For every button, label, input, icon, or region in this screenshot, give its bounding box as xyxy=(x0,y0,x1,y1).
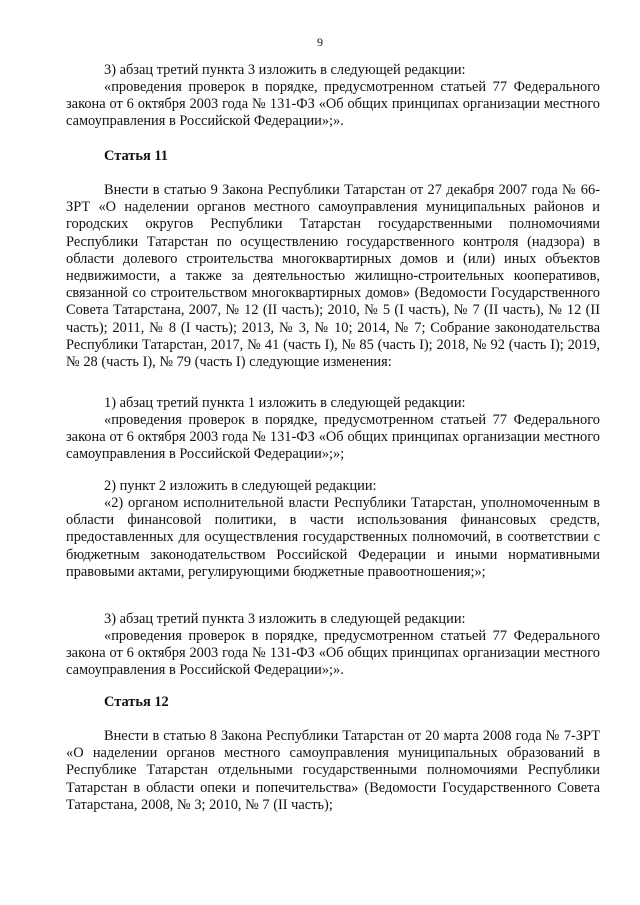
paragraph-text: «проведения проверок в порядке, предусмотренном статьей 77 Федерального закона от 6 октября 2003 года № 131-ФЗ «Об общих принципах организации местного самоуправления в Российской Федерации»;». xyxy=(66,79,600,130)
paragraph-1 xyxy=(66,62,600,79)
paragraph-4 xyxy=(66,395,600,412)
paragraph-text: Внести в статью 8 Закона Республики Татарстан от 20 марта 2008 года № 7-ЗРТ «О наделении органов местного самоуправления муниципальных образований в Республике Татарстан отдельными государственными полномочиями Республики Татарстан в области опеки и попечительства» (Ведомости Государственного Совета Татарстана, 2008, № 3; 2010, № 7 (II часть); xyxy=(66,728,600,813)
paragraph-text: «2) органом исполнительной власти Республики Татарстан, уполномоченным в области финансовой политики, в части использования финансовых средств, предоставленных для осуществления государственных полномочий, в соответствии с бюджетным законодательством Российской Федерации и иными нормативными правовыми актами, регулирующими бюджетные правоотношения;»; xyxy=(66,495,600,580)
article-12-heading xyxy=(66,694,600,711)
article-11-heading xyxy=(66,148,600,165)
paragraph-5 xyxy=(66,412,600,464)
paragraph-6 xyxy=(66,478,600,495)
heading-text: Статья 11 xyxy=(104,148,168,164)
paragraph-text: Внести в статью 9 Закона Республики Татарстан от 27 декабря 2007 года № 66-ЗРТ «О наделении органов местного самоуправления муниципальных районов и городских округов Республики Татарстан государственными полномочиями Республики Татарстан по осуществлению государственного контроля (надзора) в области долевого строительства многоквартирных домов и (или) иных объектов недвижимости, а также за деятельностью жилищно-строительных кооперативов, связанной со строительством многоквартирных домов» (Ведомости Государственного Совета Татарстана, 2007, № 12 (II часть); 2010, № 5 (I часть), № 7 (II часть), № 12 (II часть); 2011, № 8 (I часть); 2013, № 3, № 10; 2014, № 7; Собрание законодательства Республики Татарстан, 2017, № 41 (часть I), № 85 (часть I); 2018, № 92 (часть I); 2019, № 28 (часть I), № 79 (часть I) следующие изменения: xyxy=(66,182,600,371)
paragraph-text: 3) абзац третий пункта 3 изложить в следующей редакции: xyxy=(104,62,466,78)
paragraph-text: «проведения проверок в порядке, предусмотренном статьей 77 Федерального закона от 6 октября 2003 года № 131-ФЗ «Об общих принципах организации местного самоуправления в Российской Федерации»;». xyxy=(66,628,600,679)
paragraph-3 xyxy=(66,182,600,371)
paragraph-text: 2) пункт 2 изложить в следующей редакции: xyxy=(104,478,377,494)
paragraph-9 xyxy=(66,628,600,680)
paragraph-10 xyxy=(66,728,600,814)
paragraph-2 xyxy=(66,79,600,131)
paragraph-8 xyxy=(66,611,600,628)
paragraph-7 xyxy=(66,495,600,581)
page-number: 9 xyxy=(317,35,323,49)
heading-text: Статья 12 xyxy=(104,694,169,710)
paragraph-text: 3) абзац третий пункта 3 изложить в следующей редакции: xyxy=(104,611,466,627)
paragraph-text: «проведения проверок в порядке, предусмотренном статьей 77 Федерального закона от 6 октября 2003 года № 131-ФЗ «Об общих принципах организации местного самоуправления в Российской Федерации»;»; xyxy=(66,412,600,463)
paragraph-text: 1) абзац третий пункта 1 изложить в следующей редакции: xyxy=(104,395,466,411)
